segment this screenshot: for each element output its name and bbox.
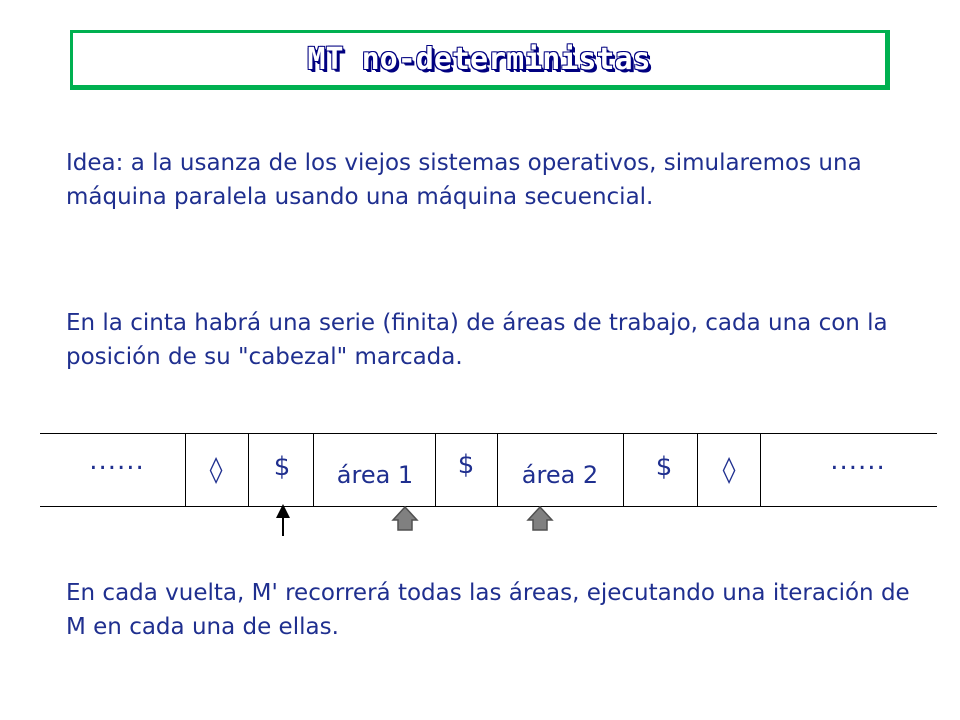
tape-right-dots: ...... <box>830 446 886 476</box>
tape-separator-2: $ <box>457 450 475 480</box>
paragraph-cinta: En la cinta habrá una serie (finita) de áreas de trabajo, cada una con la posición de su "cabezal" marcada. <box>66 310 888 370</box>
tape-separator-1: $ <box>273 452 291 482</box>
area1-head-marker <box>393 507 417 530</box>
tape-right-blank: ◊ <box>722 455 736 485</box>
paragraph-vuelta: En cada vuelta, M' recorrerá todas las áreas, ejecutando una iteración de M en cada una de ellas. <box>66 580 910 640</box>
tape-left-blank: ◊ <box>209 455 223 485</box>
tape-left-dots: ...... <box>89 446 145 476</box>
slide-title: MT no-deterministas <box>307 41 651 77</box>
area2-head-marker <box>528 507 552 530</box>
tape-area-1: área 1 <box>336 461 414 489</box>
tape-area-2: área 2 <box>521 461 599 489</box>
tape-separator-3: $ <box>655 452 673 482</box>
main-head-arrow <box>276 504 290 536</box>
paragraph-idea: Idea: a la usanza de los viejos sistemas operativos, simularemos una máquina paralela usando una máquina secuencial. <box>66 150 862 210</box>
